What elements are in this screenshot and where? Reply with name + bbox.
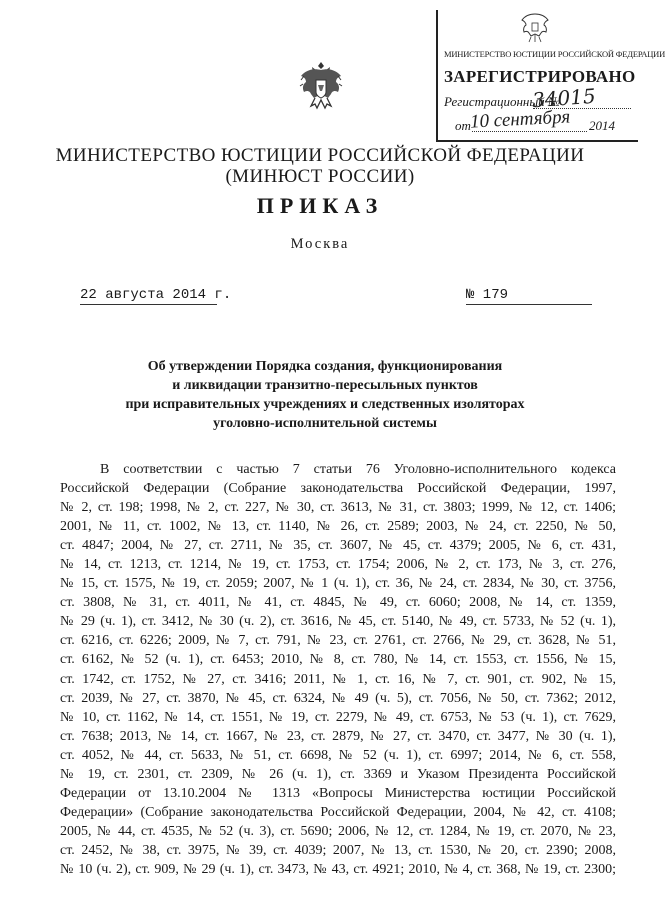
subject-line: уголовно-исполнительной системы xyxy=(213,416,437,431)
body-line: ст. 4847; 2004, № 27, ст. 2711, № 35, ст. 3607, № 45, ст. 4379; 2005, № 6, ст. 431, xyxy=(60,538,616,554)
subject-line: при исправительных учреждениях и следственных изоляторах xyxy=(125,397,525,412)
stamp-ministry-name: МИНИСТЕРСТВО ЮСТИЦИИ РОССИЙСКОЙ ФЕДЕРАЦИИ xyxy=(444,49,665,59)
ministry-name: МИНИСТЕРСТВО ЮСТИЦИИ РОССИЙСКОЙ ФЕДЕРАЦИИ xyxy=(55,145,585,166)
document-type-title: ПРИКАЗ xyxy=(256,193,384,218)
body-line: № 10, ст. 1162, № 14, ст. 1551, № 19, ст. 2279, № 49, ст. 6753, № 53 (ч. 1), ст. 7629, xyxy=(60,709,616,725)
order-date-underline xyxy=(80,304,217,305)
body-line: № 29 (ч. 1), ст. 3412, № 30 (ч. 2), ст. 3616, № 45, ст. 5140, № 49, ст. 5733, № 52 (ч. 1), xyxy=(60,614,616,630)
body-line: ст. 1742, ст. 1752, № 27, ст. 3416; 2011, № 1, ст. 16, № 7, ст. 901, ст. 902, № 15, xyxy=(60,671,616,687)
subject-line: Об утверждении Порядка создания, функционирования xyxy=(147,359,503,374)
order-number-underline xyxy=(466,304,592,305)
ministry-short-name: (МИНЮСТ РОССИИ) xyxy=(225,166,415,187)
body-line: ст. 2452, № 38, ст. 3975, № 39, ст. 4039; 2007, № 13, ст. 1530, № 20, ст. 2390; 2008, xyxy=(60,842,616,858)
body-line: 2005, № 44, ст. 4535, № 52 (ч. 3), ст. 5690; 2006, № 12, ст. 1284, № 19, ст. 2070, № 23, xyxy=(60,823,616,839)
body-line: № 14, ст. 1213, ст. 1214, № 19, ст. 1753, ст. 1754; 2006, № 2, ст. 173, № 3, ст. 276, xyxy=(60,557,616,573)
body-line: ст. 2039, № 27, ст. 3870, № 45, ст. 6324, № 49 (ч. 5), ст. 7056, № 50, ст. 7362; 2012, xyxy=(60,690,616,706)
order-body xyxy=(60,460,616,879)
stamp-registered-label: ЗАРЕГИСТРИРОВАНО xyxy=(444,67,636,86)
body-line: № 15, ст. 1575, № 19, ст. 2059; 2007, № 1 (ч. 1), ст. 36, № 24, ст. 2834, № 30, ст. 3756, xyxy=(60,576,616,592)
city: Москва xyxy=(290,236,350,252)
stamp-registration-number: 34015 xyxy=(531,83,597,113)
body-line: № 10 (ч. 2), ст. 909, № 29 (ч. 1), ст. 3473, № 43, ст. 4921; 2010, № 4, ст. 368, № 19, ст. 2300; xyxy=(60,861,616,877)
body-line: № 2, ст. 198; 1998, № 2, ст. 227, № 30, ст. 3613, № 31, ст. 3803; 1999, № 12, ст. 1406; xyxy=(60,500,616,516)
body-line: 2001, № 11, ст. 1002, № 13, ст. 1140, № 26, ст. 2589; 2003, № 24, ст. 2250, № 50, xyxy=(60,519,616,535)
subject-line: и ликвидации транзитно-пересыльных пунктов xyxy=(172,378,478,393)
body-line: № 19, ст. 2301, ст. 2309, № 26 (ч. 1), ст. 3369 и Указом Президента Российской xyxy=(60,766,616,782)
body-line: ст. 3808, № 31, ст. 4011, № 41, ст. 4845, № 49, ст. 6060; 2008, № 14, ст. 1359, xyxy=(60,595,616,611)
order-subject xyxy=(60,357,590,433)
body-line: Российской Федерации (Собрание законодательства Российской Федерации, 1997, xyxy=(60,481,616,497)
body-line: ст. 7638; 2013, № 14, ст. 1667, № 23, ст. 2879, № 27, ст. 3470, ст. 3477, № 30 (ч. 1), xyxy=(60,728,616,744)
order-date: 22 августа 2014 г. xyxy=(80,287,232,303)
stamp-registration-number-label: Регистрационный № xyxy=(444,94,561,109)
stamp-emblem-icon xyxy=(521,12,549,44)
body-line: ст. 6162, № 52 (ч. 1), ст. 6453; 2010, № 8, ст. 780, № 14, ст. 1553, ст. 1556, № 15, xyxy=(60,652,616,668)
body-line: ст. 6216, ст. 6226; 2009, № 7, ст. 791, № 23, ст. 2761, ст. 2766, № 29, ст. 3628, № 51, xyxy=(60,633,616,649)
stamp-registration-date: 10 сентября xyxy=(469,106,571,133)
body-line: Федерации от 13.10.2004 № 1313 «Вопросы Министерства юстиции Российской xyxy=(60,785,616,801)
coat-of-arms-icon xyxy=(298,58,344,114)
stamp-date-prefix: от xyxy=(455,118,471,133)
body-line: В соответствии с частью 7 статьи 76 Уголовно-исполнительного кодекса xyxy=(100,462,616,477)
order-number: № 179 xyxy=(466,287,509,303)
stamp-registration-year: 2014 xyxy=(589,118,615,133)
body-line: Федерации» (Собрание законодательства Российской Федерации, 2004, № 42, ст. 4108; xyxy=(60,804,616,820)
stamp-date-underline xyxy=(472,131,587,132)
body-line: ст. 4052, № 44, ст. 5633, № 51, ст. 6698, № 52 (ч. 1), ст. 6997; 2014, № 6, ст. 558, xyxy=(60,747,616,763)
